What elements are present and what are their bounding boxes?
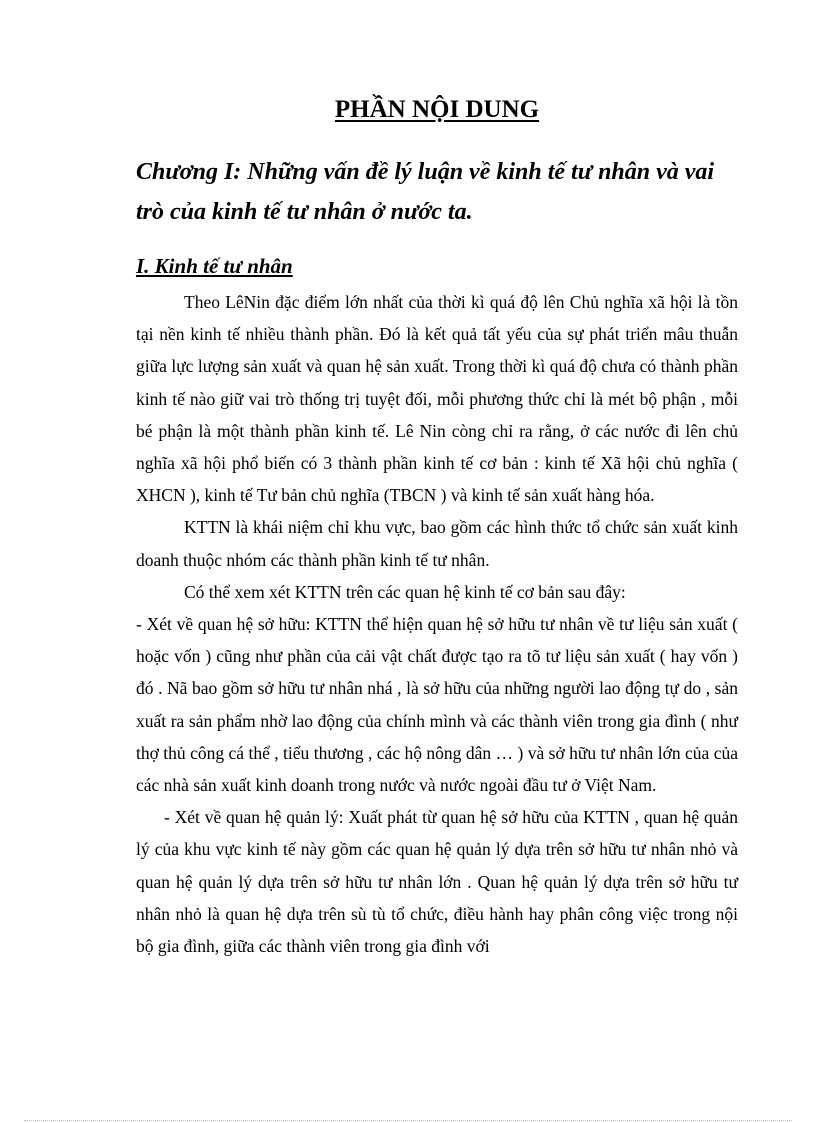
page-bottom-rule	[24, 1120, 792, 1121]
paragraph: - Xét về quan hệ quản lý: Xuất phát từ quan hệ sở hữu của KTTN , quan hệ quản lý của khu vực kinh tế này gồm các quan hệ quản lý dựa trên sở hữu tư nhân nhỏ và quan hệ quản lý dựa trên sở hữu tư nhân lớn . Quan hệ quản lý dựa trên sở hữu tư nhân nhỏ là quan hệ dựa trên sù tù tổ chức, điều hành hay phân công việc trong nội bộ gia đình, giữa các thành viên trong gia đình với	[136, 807, 738, 957]
chapter-title: Chương I: Những vấn đề lý luận về kinh tế tư nhân và vai trò của kinh tế tư nhân ở nước ta.	[136, 159, 715, 225]
paragraph: KTTN là khái niệm chỉ khu vực, bao gồm các hình thức tổ chức sản xuất kinh doanh thuộc nhóm các thành phần kinh tế tư nhân.	[136, 517, 738, 570]
paragraph: - Xét về quan hệ sở hữu: KTTN thể hiện quan hệ sở hữu tư nhân về tư liệu sản xuất ( hoặc vốn ) cũng như phần của cải vật chất được tạo ra tõ tư liệu sản xuất ( hay vốn ) đó . Nã bao gồm sở hữu tư nhân nhá , là sở hữu của những người lao động tự do , sản xuất ra sản phẩm nhờ lao động của chính mình và các thành viên trong gia đình ( như thợ thủ công cá thể , tiểu thương , các hộ nông dân … ) và sở hữu tư nhân lớn của của các nhà sản xuất kinh doanh trong nước và nước ngoài đầu tư ở Việt Nam.	[136, 614, 738, 796]
paragraph: Theo LêNin đặc điểm lớn nhất của thời kì quá độ lên Chủ nghĩa xã hội là tồn tại nền kinh tế nhiều thành phần. Đó là kết quả tất yếu của sự phát triển mâu thuẫn giữa lực lượng sản xuất và quan hệ sản xuất. Trong thời kì quá độ chưa có thành phần kinh tế nào giữ vai trò thống trị tuyệt đối, mỗi phương thức chỉ là mét bộ phận , mỗi bé phận là một thành phần kinh tế. Lê Nin còng chỉ ra rằng, ở các nước đi lên chủ nghĩa xã hội phổ biến có 3 thành phần kinh tế cơ bản : kinh tế Xã hội chủ nghĩa ( XHCN ), kinh tế Tư bản chủ nghĩa (TBCN ) và kinh tế sản xuất hàng hóa.	[136, 292, 738, 506]
body-text	[136, 286, 738, 962]
page-heading: PHẦN NỘI DUNG	[334, 96, 540, 123]
section-title: I. Kinh tế tư nhân	[136, 254, 293, 278]
paragraph: Có thể xem xét KTTN trên các quan hệ kinh tế cơ bản sau đây:	[184, 581, 626, 602]
